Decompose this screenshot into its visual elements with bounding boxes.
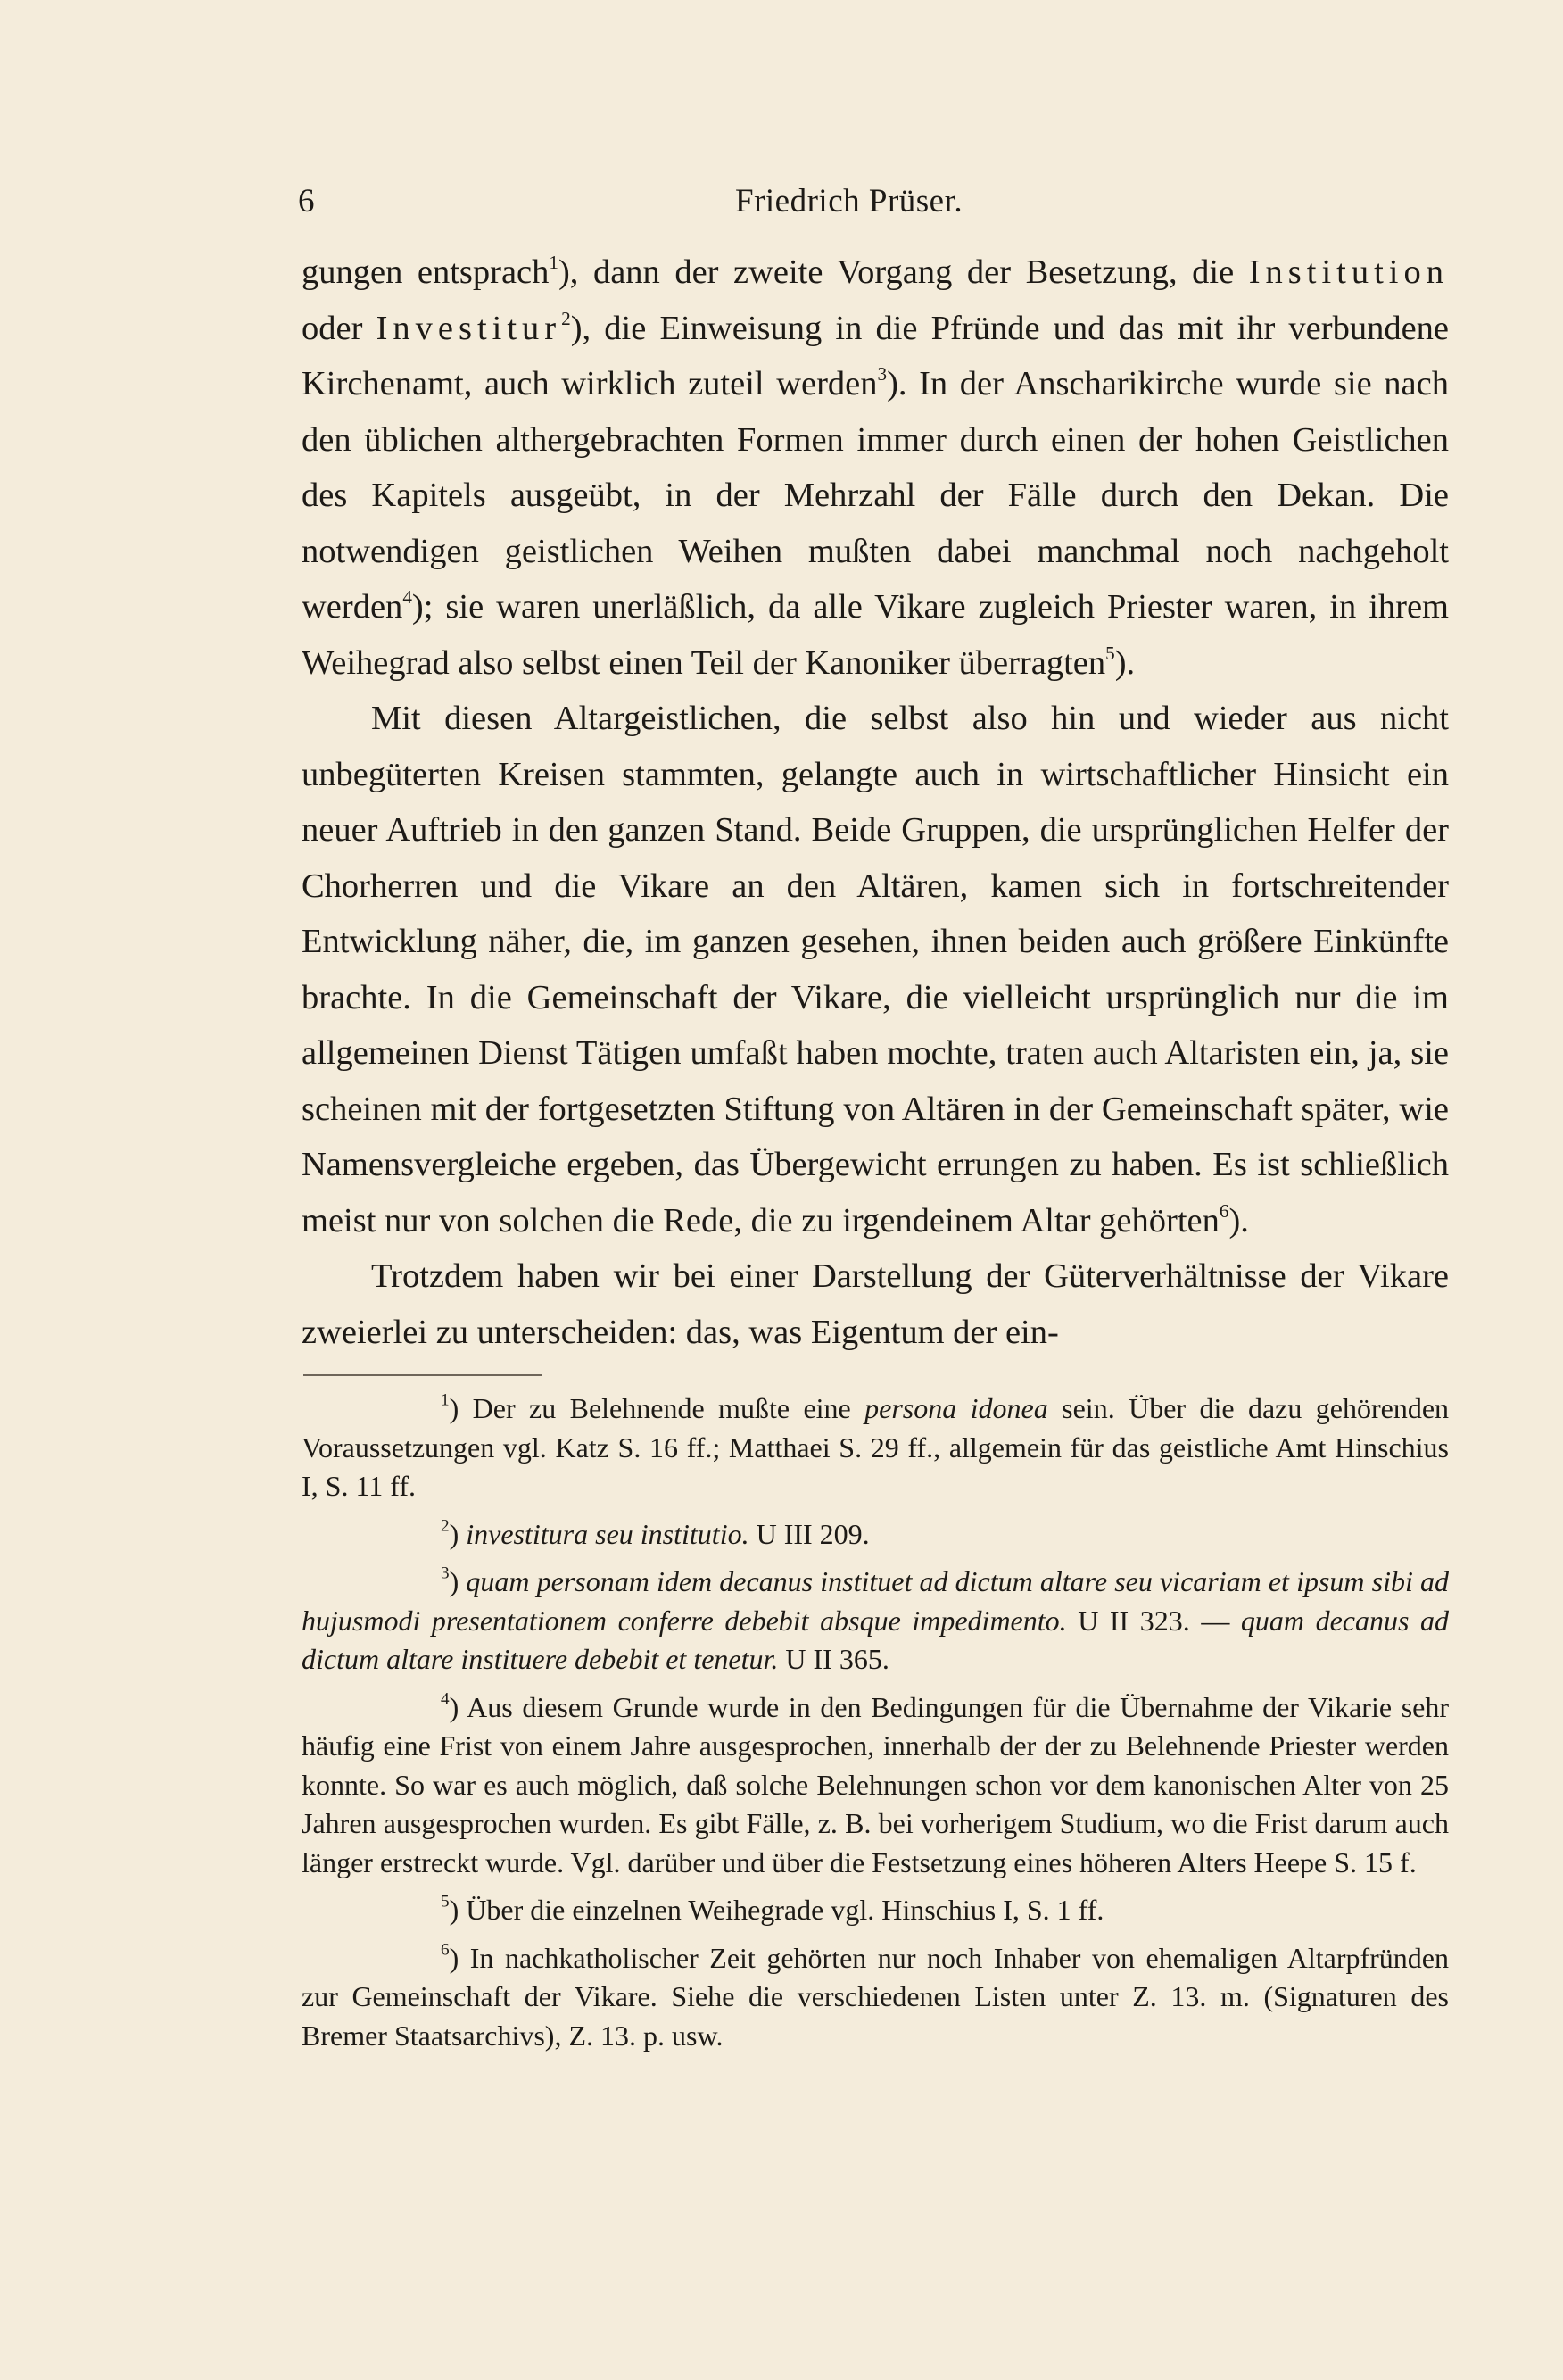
footnote-number: 3 <box>441 1563 450 1583</box>
footnote-number: 5 <box>441 1892 450 1911</box>
footnote-3 <box>302 1563 1449 1679</box>
text-run: ). In der Anscharikirche wurde sie nach den üblichen althergebrachten Formen immer durch einen der hohen Geistlichen des Kapitels ausgeübt, in der Mehrzahl der Fälle durch den Dekan. Die notwendigen geistlichen Weihen mußten dabei manchmal noch nachgeholt werden <box>302 365 1449 626</box>
text-run: U II 365. <box>778 1643 889 1675</box>
paragraph-3 <box>302 1248 1449 1360</box>
text-run: ). <box>1228 1201 1249 1240</box>
paragraph-2 <box>302 691 1449 1248</box>
text-run: ) Aus diesem Grunde wurde in den Bedingungen für die Übernahme der Vikarie sehr häufig eine Frist von einem Jahre ausgesprochen, innerhalb der der zu Belehnende Priester werden konnte. So war es auch möglich, daß solche Belehnungen schon vor dem kanonischen Alter von 25 Jahren ausgesprochen wurden. Es gibt Fälle, z. B. bei vorherigem Studium, wo die Frist darum auch länger erstreckt wurde. Vgl. darüber und über die Festsetzung eines höheren Alters Heepe S. 15 f. <box>302 1690 1449 1878</box>
footnote-marker <box>371 1688 450 1728</box>
text-run: ), dann der zweite Vorgang der Besetzung, die <box>558 253 1249 291</box>
footnote-2 <box>302 1515 1449 1555</box>
italic-run: investitura seu institutio. <box>466 1517 749 1550</box>
text-run: U III 209. <box>748 1517 870 1550</box>
footnote-separator <box>303 1374 542 1376</box>
text-run: gungen entsprach <box>302 253 550 291</box>
text-run: ). <box>1114 643 1136 682</box>
italic-run: quam decanus ad dictum altare instituere debebit et tenetur. <box>302 1604 1450 1675</box>
text-run: ); sie waren unerläßlich, da alle Vikare zugleich Priester waren, in ihrem Weihegrad also selbst einen Teil der Kanoniker überragten <box>302 588 1449 682</box>
page-header <box>298 175 1449 228</box>
spaced-term: Institution <box>1248 253 1449 291</box>
footnote-ref-1: 1 <box>549 252 558 274</box>
footnote-number: 2 <box>441 1516 450 1536</box>
text-run: ) Der zu Belehnende mußte eine <box>449 1392 865 1424</box>
footnote-6 <box>302 1939 1449 2056</box>
italic-run: quam personam idem decanus instituet ad dictum altare seu vicariam et ipsum sibi ad hujusmodi presentationem conferre debebit absque impedimento. <box>302 1565 1450 1637</box>
footnote-number: 1 <box>441 1390 450 1410</box>
text-run: ) In nachkatholischer Zeit gehörten nur noch Inhaber von ehemaligen Altarpfründen zur Gemeinschaft der Vikare. Siehe die verschiedenen Listen unter Z. 13. m. (Signaturen des Bremer Staatsarchivs), Z. 13. p. usw. <box>302 1941 1449 2052</box>
italic-run: persona idonea <box>864 1392 1048 1424</box>
text-run: ) <box>449 1565 467 1597</box>
footnote-ref-4: 4 <box>402 586 412 609</box>
footnotes <box>302 1389 1449 2064</box>
text-run: ) Über die einzelnen Weihegrade vgl. Hinschius I, S. 1 ff. <box>449 1894 1104 1926</box>
paragraph-1 <box>302 245 1449 691</box>
footnote-ref-6: 6 <box>1219 1199 1229 1222</box>
text-run: oder <box>302 309 376 347</box>
running-title: Friedrich Prüser. <box>735 183 963 220</box>
spaced-term: Investitur <box>376 309 562 347</box>
text-run: U II 323. — <box>1066 1604 1241 1637</box>
footnote-number: 4 <box>441 1689 450 1709</box>
main-text <box>302 245 1449 1360</box>
footnote-ref-3: 3 <box>877 363 888 386</box>
text-run: sein. Über die dazu gehörenden Voraussetzungen vgl. Katz S. 16 ff.; Matthaei S. 29 ff., allgemein für das geistliche Amt Hinschius I, S. 11 ff. <box>302 1392 1450 1502</box>
footnote-ref-5: 5 <box>1105 642 1115 664</box>
footnote-number: 6 <box>441 1940 450 1960</box>
footnote-marker <box>371 1563 450 1602</box>
page-number: 6 <box>298 183 315 220</box>
footnote-marker <box>371 1389 450 1429</box>
footnote-4 <box>302 1688 1449 1883</box>
text-run: ) <box>449 1517 467 1550</box>
footnote-5 <box>302 1891 1449 1930</box>
footnote-1 <box>302 1389 1449 1506</box>
text-run: ), die Einweisung in die Pfründe und das mit ihr verbundene Kirchenamt, auch wirklich zuteil werden <box>302 309 1449 402</box>
footnote-marker <box>371 1515 450 1555</box>
text-run: Mit diesen Altargeistlichen, die selbst also hin und wieder aus nicht unbegüterten Kreisen stammten, gelangte auch in wirtschaftlicher Hinsicht ein neuer Auftrieb in den ganzen Stand. Beide Gruppen, die ursprünglichen Helfer der Chorherren und die Vikare an den Altären, kamen sich in fortschreitender Entwicklung näher, die, im ganzen gesehen, ihnen beiden auch größere Einkünfte brachte. In die Gemeinschaft der Vikare, die vielleicht ursprünglich nur die im allgemeinen Dienst Tätigen umfaßt haben mochte, traten auch Altaristen ein, ja, sie scheinen mit der fortgesetzten Stiftung von Altären in der Gemeinschaft später, wie Namensvergleiche ergeben, das Übergewicht errungen zu haben. Es ist schließlich meist nur von solchen die Rede, die zu irgendeinem Altar gehörten <box>302 700 1449 1240</box>
text-run: Trotzdem haben wir bei einer Darstellung der Güterverhältnisse der Vikare zweierlei zu unterscheiden: das, was Eigentum der ein- <box>302 1257 1449 1351</box>
footnote-ref-2: 2 <box>561 307 571 329</box>
footnote-marker <box>371 1939 450 1978</box>
footnote-marker <box>371 1891 450 1930</box>
